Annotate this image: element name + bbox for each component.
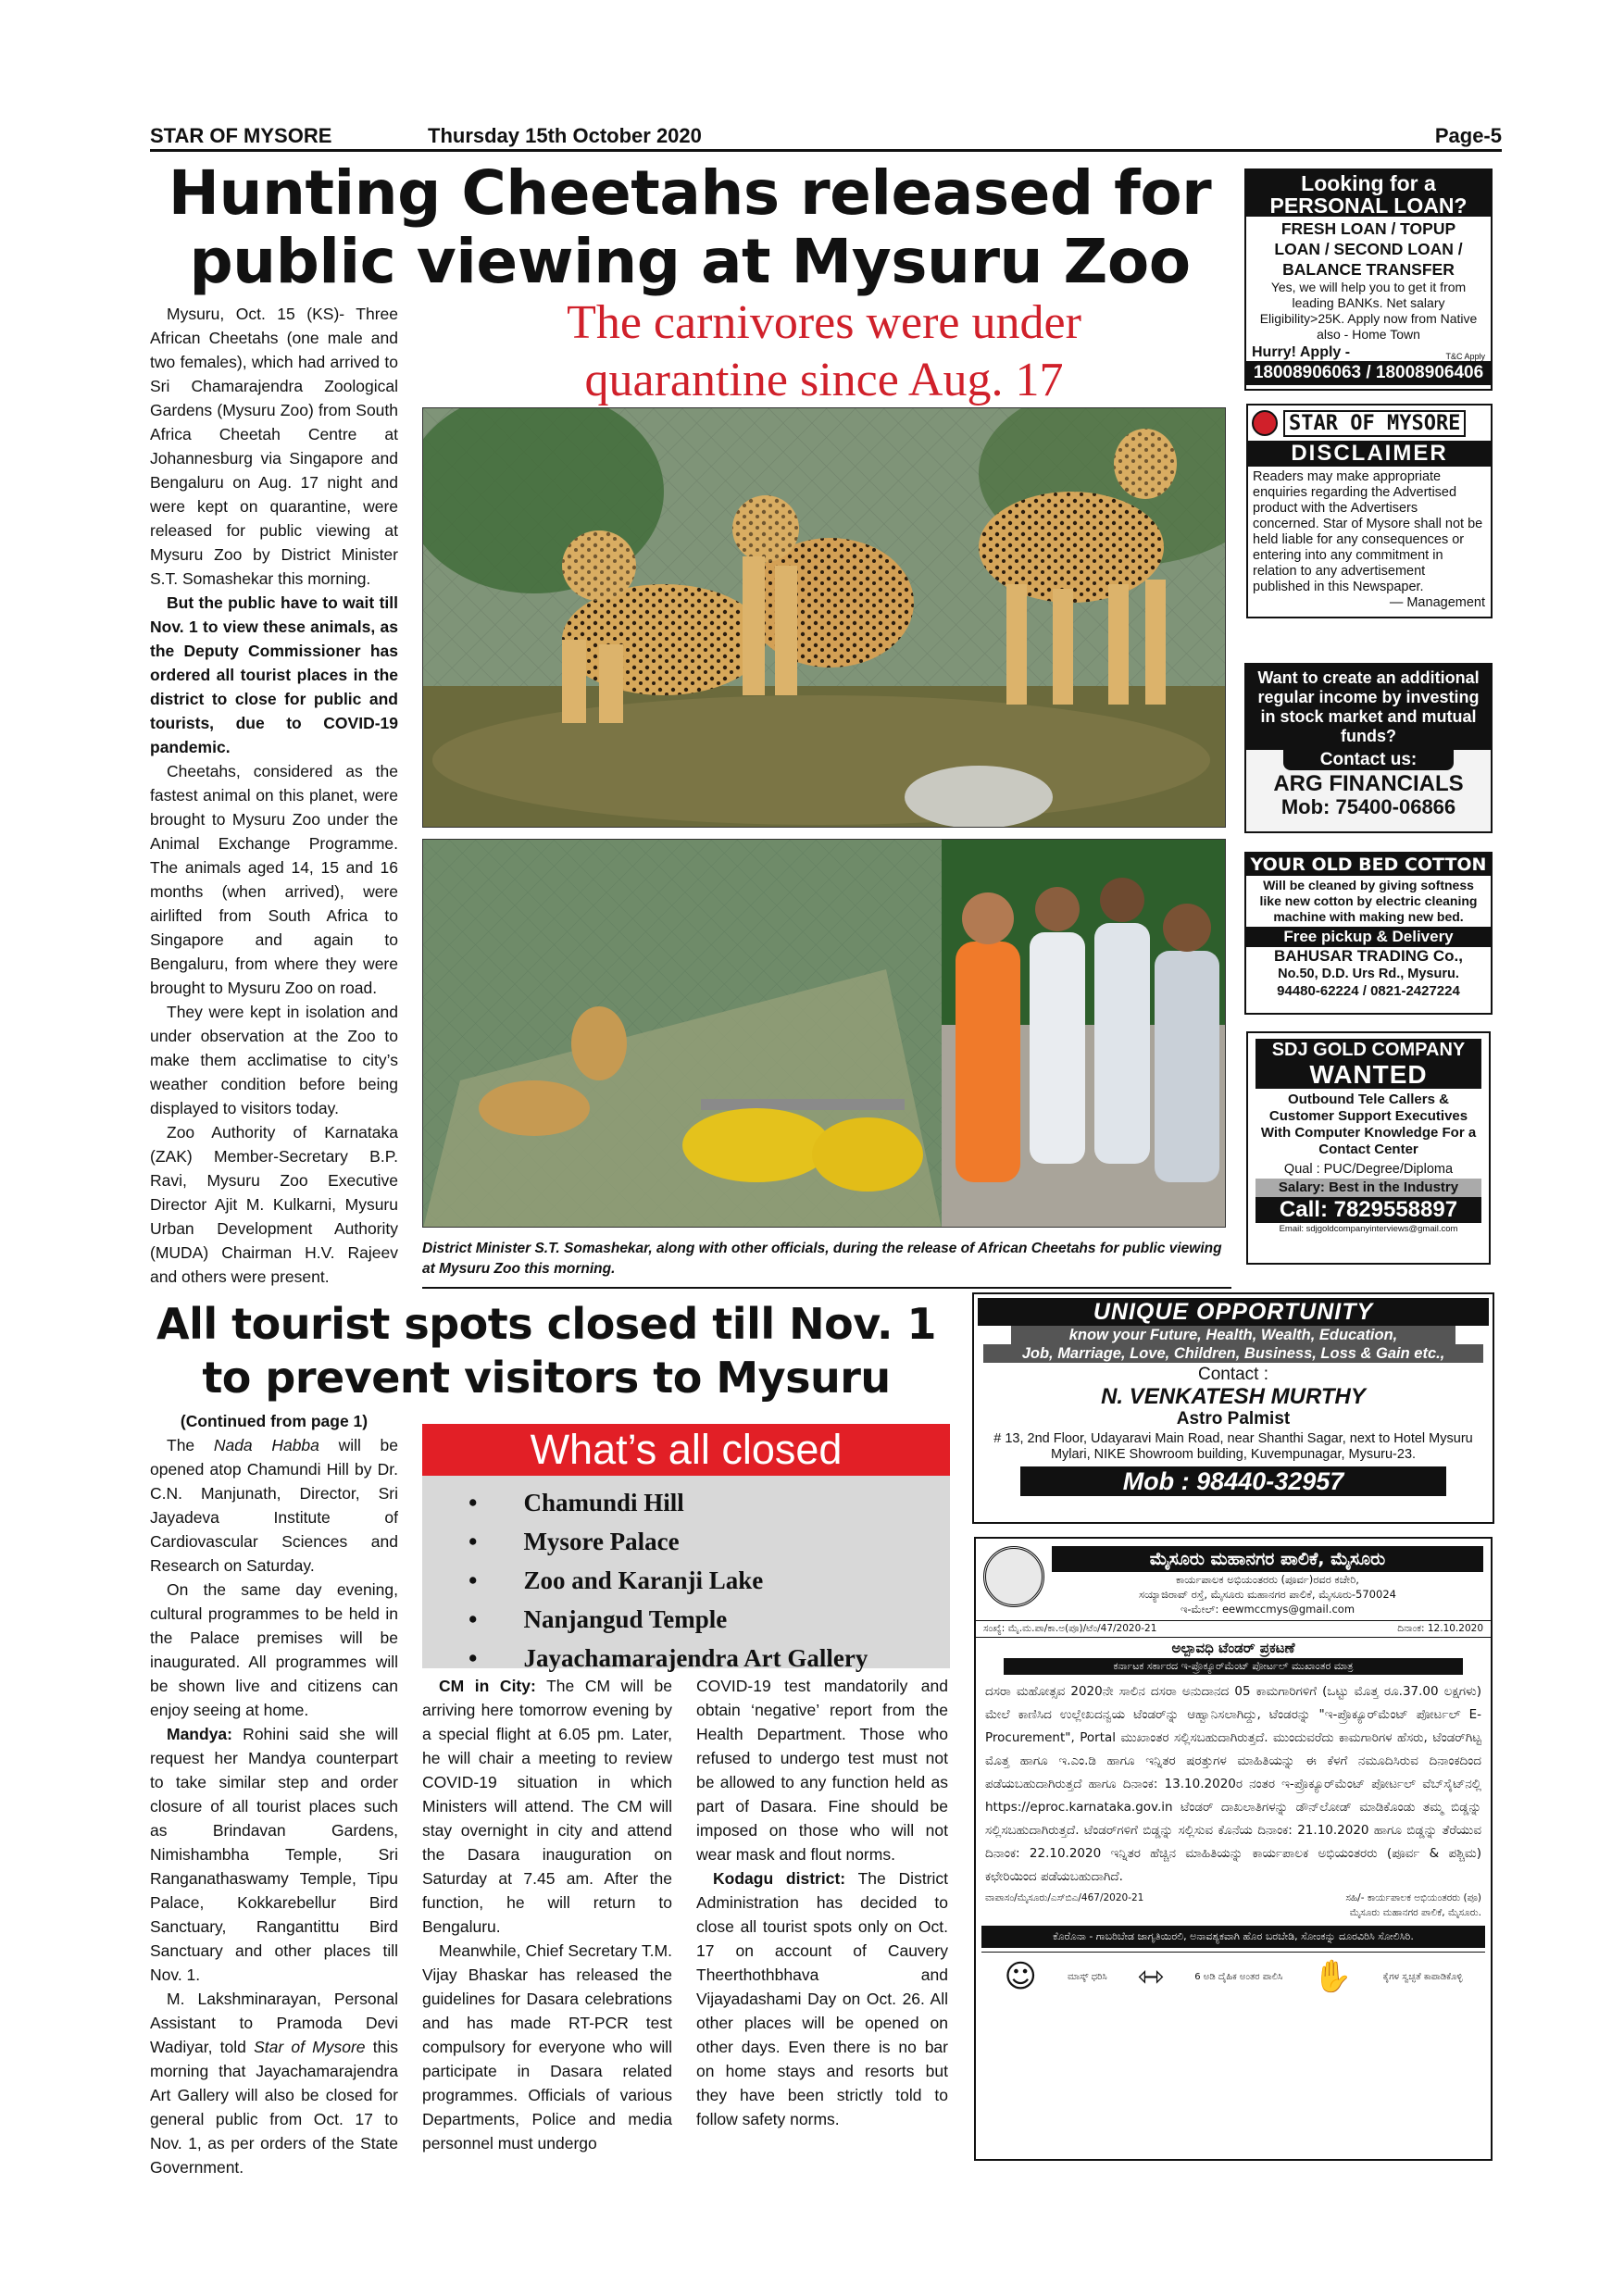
tender-heading: ಅಲ್ಪಾವಧಿ ಟೆಂಡರ್ ಪ್ರಕಟಣೆ	[1171, 1640, 1295, 1656]
mask-icon: ☺	[1004, 1958, 1037, 1995]
story1-headline: Hunting Cheetahs released for public viewing at Mysuru Zoo	[168, 157, 1212, 297]
story2-para: COVID-19 test mandatorily and obtain ‘negative’ report from the Health Department. Those who refused to undergo test must not be allowed to any function held as part of Dasara. Fine should be imposed on those who will not wear mask and flout norms.	[696, 1677, 948, 1864]
personal-loan-ad: Looking for a PERSONAL LOAN? FRESH LOAN / TOPUP LOAN / SECOND LOAN / BALANCE TRANSFER Yes, we will help you to get it from leading BANKs. Net salary Eligibility>25K. Apply now from Native also - Home Town Hurry! Apply - T&C Apply 18008906063 / 18008906406	[1244, 168, 1493, 391]
disclaimer-title: DISCLAIMER	[1248, 441, 1491, 467]
closed-item: • Mysore Palace	[422, 1522, 950, 1561]
story2-para: On the same day evening, cultural programmes to be held in the Palace premises will be inaugurated. All programmes will be shown live and citizens can enjoy seeing at home.	[150, 1580, 398, 1719]
cheetahs-photo	[422, 407, 1226, 828]
story1-para: But the public have to wait till Nov. 1 to view these animals, as the Deputy Commissioner has ordered all tourist places in the district to close for public and tourists, due to COVID-19 pandemic.	[150, 593, 398, 756]
divider	[422, 1287, 1231, 1289]
closed-item: • Chamundi Hill	[422, 1483, 950, 1522]
story1-para: Zoo Authority of Karnataka (ZAK) Member-Secretary B.P. Ravi, Mysuru Zoo Executive Director Ajit M. Kulkarni, Mysuru Urban Development Authority (MUDA) Chairman H.V. Rajeev and others were present.	[150, 1123, 398, 1286]
star-of-mysore-logo-icon	[1252, 410, 1278, 436]
cotton-phone: 94480-62224 / 0821-2427224	[1277, 983, 1460, 999]
tender-org: ಮೈಸೂರು ಮಹಾನಗರ ಪಾಲಿಕೆ, ಮೈಸೂರು	[1052, 1546, 1483, 1572]
disclaimer-brand: STAR OF MYSORE	[1283, 410, 1466, 437]
whats-closed-title: What’s all closed	[422, 1424, 950, 1476]
bed-cotton-ad: YOUR OLD BED COTTON Will be cleaned by giving softness like new cotton by electric cleaning machine with making new bed. Free pickup & Delivery BAHUSAR TRADING Co., No.50, D.D. Urs Rd., Mysuru. 94480-62224 / 0821-2427224	[1244, 852, 1493, 1015]
disclaimer-body: Readers may make appropriate enquiries regarding the Advertised product with the Advertisers concerned. Star of Mysore shall not be held liable for any consequences or entering into any commitment in relation to any advertisement published in this Newspaper.	[1253, 469, 1483, 594]
paper-name: STAR OF MYSORE	[150, 124, 332, 147]
sdj-phone: Call: 7829558897	[1255, 1197, 1481, 1223]
story2-para: Mandya: Rohini said she will request her Mandya counterpart to take similar step and order closure of all tourist places such as Brindavan Gardens, Nimishambha Temple, Sri Ranganathaswamy Temple, Tipu Palace, Kokkarebellur Bird Sanctuary, Rangantittu Bird Sanctuary and other places till Nov. 1.	[150, 1725, 398, 1984]
story1-para: Cheetahs, considered as the fastest animal on this planet, were brought to Mysuru Zoo under the Animal Exchange Programme. The animals aged 14, 15 and 16 months (when arrived), were airlifted from South Africa to Singapore and again to Bengaluru, from where they were brought to Mysuru Zoo on road.	[150, 762, 398, 997]
arg-name: ARG FINANCIALS	[1273, 771, 1464, 796]
issue-date: Thursday 15th October 2020	[428, 124, 702, 147]
astro-phone: Mob : 98440-32957	[1020, 1466, 1446, 1496]
loan-ad-title: Looking for a PERSONAL LOAN?	[1246, 170, 1491, 217]
story1-para: They were kept in isolation and under observation at the Zoo to make them acclimatise to city’s weather condition before being displayed to visitors today.	[150, 1003, 398, 1117]
story2-para: Meanwhile, Chief Secretary T.M. Vijay Bhaskar has released the guidelines for Dasara celebrations and has made RT-PCR test compulsory for everyone who will participate in Dasara related programmes. Officials of various Departments, Police and media personnel must undergo	[422, 1941, 672, 2152]
continued-note: (Continued from page 1)	[180, 1412, 369, 1430]
officials-photo	[422, 839, 1226, 1228]
story1-column	[150, 302, 398, 1289]
arg-financials-ad: Want to create an additional regular income by investing in stock market and mutual funds? Contact us: ARG FINANCIALS Mob: 75400-06866	[1244, 663, 1493, 833]
cheetahs-illustration	[423, 408, 1226, 828]
story2-para: M. Lakshminarayan, Personal Assistant to Pramoda Devi Wadiyar, told Star of Mysore this morning that Jayachamarajendra Art Gallery will also be closed for general public from Oct. 17 to Nov. 1, as per orders of the State Government.	[150, 1990, 398, 2177]
story2-para: CM in City: The CM will be arriving here tomorrow evening by a special flight at 6.05 pm. Later, he will chair a meeting to review COVID-19 situation in which Ministers will attend. The CM will stay overnight in city and attend the Dasara inauguration on Saturday at 7.45 am. After the function, he will return to Bengaluru.	[422, 1677, 672, 1936]
story2-headline: All tourist spots closed till Nov. 1 to prevent visitors to Mysuru	[156, 1299, 936, 1403]
closed-item: • Zoo and Karanji Lake	[422, 1561, 950, 1600]
corporation-emblem-icon	[983, 1546, 1044, 1607]
whats-closed-box	[422, 1424, 950, 1672]
tender-notice: ಮೈಸೂರು ಮಹಾನಗರ ಪಾಲಿಕೆ, ಮೈಸೂರು ಕಾರ್ಯಪಾಲಕ ಅಭಿಯಂತರರು (ಪೂರ್ವ)ರವರ ಕಚೇರಿ, ಸಯ್ಯಾಜಿರಾವ್ ರಸ್ತೆ, ಮೈಸೂರು ಮಹಾನಗರ ಪಾಲಿಕೆ, ಮೈಸೂರು-570024 ಇ-ಮೇಲ್: eewmccmys@gmail.com ಸಂಖ್ಯೆ: ಮೈ.ಮ.ಪಾ/ಕಾ.ಅ(ಪೂ)/ಟೆಂ/47/2020-21 ದಿನಾಂಕ: 12.10.2020 ಅಲ್ಪಾವಧಿ ಟೆಂಡರ್ ಪ್ರಕಟಣೆ ಕರ್ನಾಟಕ ಸರ್ಕಾರದ ಇ-ಪ್ರೊಕ್ಯೂರ್‌ಮೆಂಟ್ ಪೋರ್ಟಲ್ ಮುಖಾಂತರ ಮಾತ್ರ ದಸರಾ ಮಹೋತ್ಸವ 2020ನೇ ಸಾಲಿನ ದಸರಾ ಅನುದಾನದ 05 ಕಾಮಗಾರಿಗಳಿಗೆ (ಒಟ್ಟು ಮೊತ್ತ ರೂ.37.00 ಲಕ್ಷಗಳು) ಮೇಲೆ ಕಾಣಿಸಿದ ಉಲ್ಲೇಖದನ್ವಯ ಟೆಂಡರ್‌ನ್ನು ಆಹ್ವಾನಿಸಲಾಗಿದ್ದು, ಟೆಂಡರನ್ನು "ಇ-ಪ್ರೊಕ್ಯೂರ್‌ಮೆಂಟ್ ಪೋರ್ಟಲ್ E-Procurement", Portal ಮುಖಾಂತರ ಸಲ್ಲಿಸಬಹುದಾಗಿರುತ್ತದೆ. ಮುಂದುವರೆದು ಕಾಮಗಾರಿಗಳ ಹೆಸರು, ಟೆಂಡರ್‌ಗಿಟ್ಟ ಮೊತ್ತ ಹಾಗೂ ಇ.ಎಂ.ಡಿ ಹಾಗೂ ಇನ್ನಿತರ ಷರತ್ತುಗಳ ಮಾಹಿತಿಯನ್ನು ಈ ಕೆಳಗೆ ನಮೂದಿಸಿರುವ ದಿನಾಂಕದಿಂದ ಪಡೆಯಬಹುದಾಗಿರುತ್ತದೆ ಹಾಗೂ ದಿನಾಂಕ: 13.10.2020ರ ನಂತರ ಇ-ಪ್ರೊಕ್ಯೂರ್‌ಮೆಂಟ್ ಪೋರ್ಟಲ್ ವೆಬ್‌ಸೈಟ್‌ನಲ್ಲಿ https://eproc.karnataka.gov.in ಟೆಂಡರ್ ದಾಖಲಾತಿಗಳನ್ನು ಡೌನ್‌ಲೋಡ್ ಮಾಡಿಕೊಂಡು ತಮ್ಮ ಬಿಡ್ಡನ್ನು ಸಲ್ಲಿಸಬಹುದಾಗಿರುತ್ತದೆ. ಟೆಂಡರ್‌ಗಳಿಗೆ ಬಿಡ್ಡನ್ನು ಸಲ್ಲಿಸುವ ಕೊನೆಯ ದಿನಾಂಕ: 21.10.2020 ಹಾಗೂ ಬಿಡ್ಡನ್ನು ತೆರೆಯುವ ದಿನಾಂಕ: 22.10.2020 ಇನ್ನಿತರ ಹೆಚ್ಚಿನ ಮಾಹಿತಿಯನ್ನು ಕಾರ್ಯಪಾಲಕ ಅಭಿಯಂತರರು (ಪೂರ್ವ & ಪಶ್ಚಿಮ) ಕಛೇರಿಯಿಂದ ಪಡೆಯಬಹುದಾಗಿದೆ. ವಾಪಾಸಂ/ಮೈಸೂರು/ಎಸ್‌ಬಿಎ/467/2020-21 ಸಹಿ/- ಕಾರ್ಯಪಾಲಕ ಅಭಿಯಂತರರು (ಪೂ) ಮೈಸೂರು ಮಹಾನಗರ ಪಾಲಿಕೆ, ಮೈಸೂರು. ಕೊರೊನಾ - ಗಾಬರಿಬೇಡ ಜಾಗೃತಿಯಿರಲಿ, ಅನಾವಶ್ಯಕವಾಗಿ ಹೊರ ಬರಬೇಡಿ, ಸೋಂಕನ್ನು ದೂರವಿರಿಸಿ ಸೋಲಿಸಿರಿ. ☺ ಮಾಸ್ಕ್ ಧರಿಸಿ ⇿ 6 ಅಡಿ ದೈಹಿಕ ಅಂತರ ಪಾಲಿಸಿ ✋ ಕೈಗಳ ಸ್ವಚ್ಛತೆ ಕಾಪಾಡಿಕೊಳ್ಳಿ	[974, 1537, 1493, 2161]
story1-subheadline: The carnivores were under quarantine since Aug. 17	[567, 296, 1081, 407]
astro-palmist-ad: UNIQUE OPPORTUNITY know your Future, Health, Wealth, Education, Job, Marriage, Love, Children, Business, Loss & Gain etc., Contact : N. VENKATESH MURTHY Astro Palmist # 13, 2nd Floor, Udayaravi Main Road, near Shanthi Sagar, next to Hotel Mysuru Mylari, NIKE Showroom building, Kuvempunagar, Mysuru-23. Mob : 98440-32957	[972, 1292, 1494, 1524]
story1-para: Mysuru, Oct. 15 (KS)- Three African Cheetahs (one male and two females), which had arrived to Sri Chamarajendra Zoological Gardens (Mysuru Zoo) from South Africa Cheetah Centre at Johannesburg via Singapore and Bengaluru on Aug. 17 night and were kept on quarantine, were released for public viewing at Mysuru Zoo by District Minister S.T. Somashekar this morning.	[150, 305, 398, 588]
photo-caption: District Minister S.T. Somashekar, along with other officials, during the release of African Cheetahs for public viewing at Mysuru Zoo this morning.	[422, 1241, 1222, 1277]
loan-ad-phone: 18008906063 / 18008906406	[1246, 361, 1491, 385]
story2-column-1	[150, 1409, 398, 2179]
astro-name: N. VENKATESH MURTHY	[1101, 1384, 1366, 1409]
hand-wash-icon: ✋	[1313, 1958, 1353, 1995]
page-header	[150, 122, 1502, 152]
closed-item: • Nanjangud Temple	[422, 1600, 950, 1639]
disclaimer-box: STAR OF MYSORE DISCLAIMER Readers may make appropriate enquiries regarding the Advertised product with the Advertisers concerned. Star of Mysore shall not be held liable for any consequences or entering into any commitment in relation to any advertisement published in this Newspaper. — Management	[1246, 404, 1493, 618]
sdj-gold-ad: SDJ GOLD COMPANY WANTED Outbound Tele Callers & Customer Support Executives With Computer Knowledge For a Contact Center Qual : PUC/Degree/Diploma Salary: Best in the Industry Call: 7829558897 Email: sdjgoldcompanyinterviews@gmail.com	[1246, 1031, 1491, 1265]
story2-para: The Nada Habba will be opened atop Chamundi Hill by Dr. C.N. Manjunath, Director, Sri Jayadeva Institute of Cardiovascular Sciences and Research on Saturday.	[150, 1436, 398, 1575]
story2-column-2	[422, 1674, 672, 2155]
closed-list	[422, 1483, 950, 1678]
covid-banner: ಕೊರೊನಾ - ಗಾಬರಿಬೇಡ ಜಾಗೃತಿಯಿರಲಿ, ಅನಾವಶ್ಯಕವಾಗಿ ಹೊರ ಬರಬೇಡಿ, ಸೋಂಕನ್ನು ದೂರವಿರಿಸಿ ಸೋಲಿಸಿರಿ.	[981, 1926, 1485, 1948]
story2-para: Kodagu district: The District Administration has decided to close all tourist spots only on Oct. 17 on account of Cauvery Theerthothbhava and Vijayadashami Day on Oct. 26. All other places will be opened on other days. Even there is no bar on home stays and resorts but they have been strictly told to follow safety norms.	[696, 1869, 949, 2128]
distance-icon: ⇿	[1137, 1958, 1165, 1995]
officials-illustration	[423, 840, 1226, 1228]
page-number: Page-5	[1434, 124, 1502, 147]
story2-column-3	[696, 1674, 948, 2131]
arg-phone: Mob: 75400-06866	[1280, 795, 1456, 818]
closed-item: • Jayachamarajendra Art Gallery	[422, 1639, 950, 1678]
tender-body: ದಸರಾ ಮಹೋತ್ಸವ 2020ನೇ ಸಾಲಿನ ದಸರಾ ಅನುದಾನದ 05 ಕಾಮಗಾರಿಗಳಿಗೆ (ಒಟ್ಟು ಮೊತ್ತ ರೂ.37.00 ಲಕ್ಷಗಳು) ಮೇಲೆ ಕಾಣಿಸಿದ ಉಲ್ಲೇಖದನ್ವಯ ಟೆಂಡರ್‌ನ್ನು ಆಹ್ವಾನಿಸಲಾಗಿದ್ದು, ಟೆಂಡರನ್ನು "ಇ-ಪ್ರೊಕ್ಯೂರ್‌ಮೆಂಟ್ ಪೋರ್ಟಲ್ E-Procurement", Portal ಮುಖಾಂತರ ಸಲ್ಲಿಸಬಹುದಾಗಿರುತ್ತದೆ. ಮುಂದುವರೆದು ಕಾಮಗಾರಿಗಳ ಹೆಸರು, ಟೆಂಡರ್‌ಗಿಟ್ಟ ಮೊತ್ತ ಹಾಗೂ ಇ.ಎಂ.ಡಿ ಹಾಗೂ ಇನ್ನಿತರ ಷರತ್ತುಗಳ ಮಾಹಿತಿಯನ್ನು ಈ ಕೆಳಗೆ ನಮೂದಿಸಿರುವ ದಿನಾಂಕದಿಂದ ಪಡೆಯಬಹುದಾಗಿರುತ್ತದೆ ಹಾಗೂ ದಿನಾಂಕ: 13.10.2020ರ ನಂತರ ಇ-ಪ್ರೊಕ್ಯೂರ್‌ಮೆಂಟ್ ಪೋರ್ಟಲ್ ವೆಬ್‌ಸೈಟ್‌ನಲ್ಲಿ https://eproc.karnataka.gov.in ಟೆಂಡರ್ ದಾಖಲಾತಿಗಳನ್ನು ಡೌನ್‌ಲೋಡ್ ಮಾಡಿಕೊಂಡು ತಮ್ಮ ಬಿಡ್ಡನ್ನು ಸಲ್ಲಿಸಬಹುದಾಗಿರುತ್ತದೆ. ಟೆಂಡರ್‌ಗಳಿಗೆ ಬಿಡ್ಡನ್ನು ಸಲ್ಲಿಸುವ ಕೊನೆಯ ದಿನಾಂಕ: 21.10.2020 ಹಾಗೂ ಬಿಡ್ಡನ್ನು ತೆರೆಯುವ ದಿನಾಂಕ: 22.10.2020 ಇನ್ನಿತರ ಹೆಚ್ಚಿನ ಮಾಹಿತಿಯನ್ನು ಕಾರ್ಯಪಾಲಕ ಅಭಿಯಂತರರು (ಪೂರ್ವ & ಪಶ್ಚಿಮ) ಕಛೇರಿಯಿಂದ ಪಡೆಯಬಹುದಾಗಿದೆ.	[985, 1684, 1481, 1884]
